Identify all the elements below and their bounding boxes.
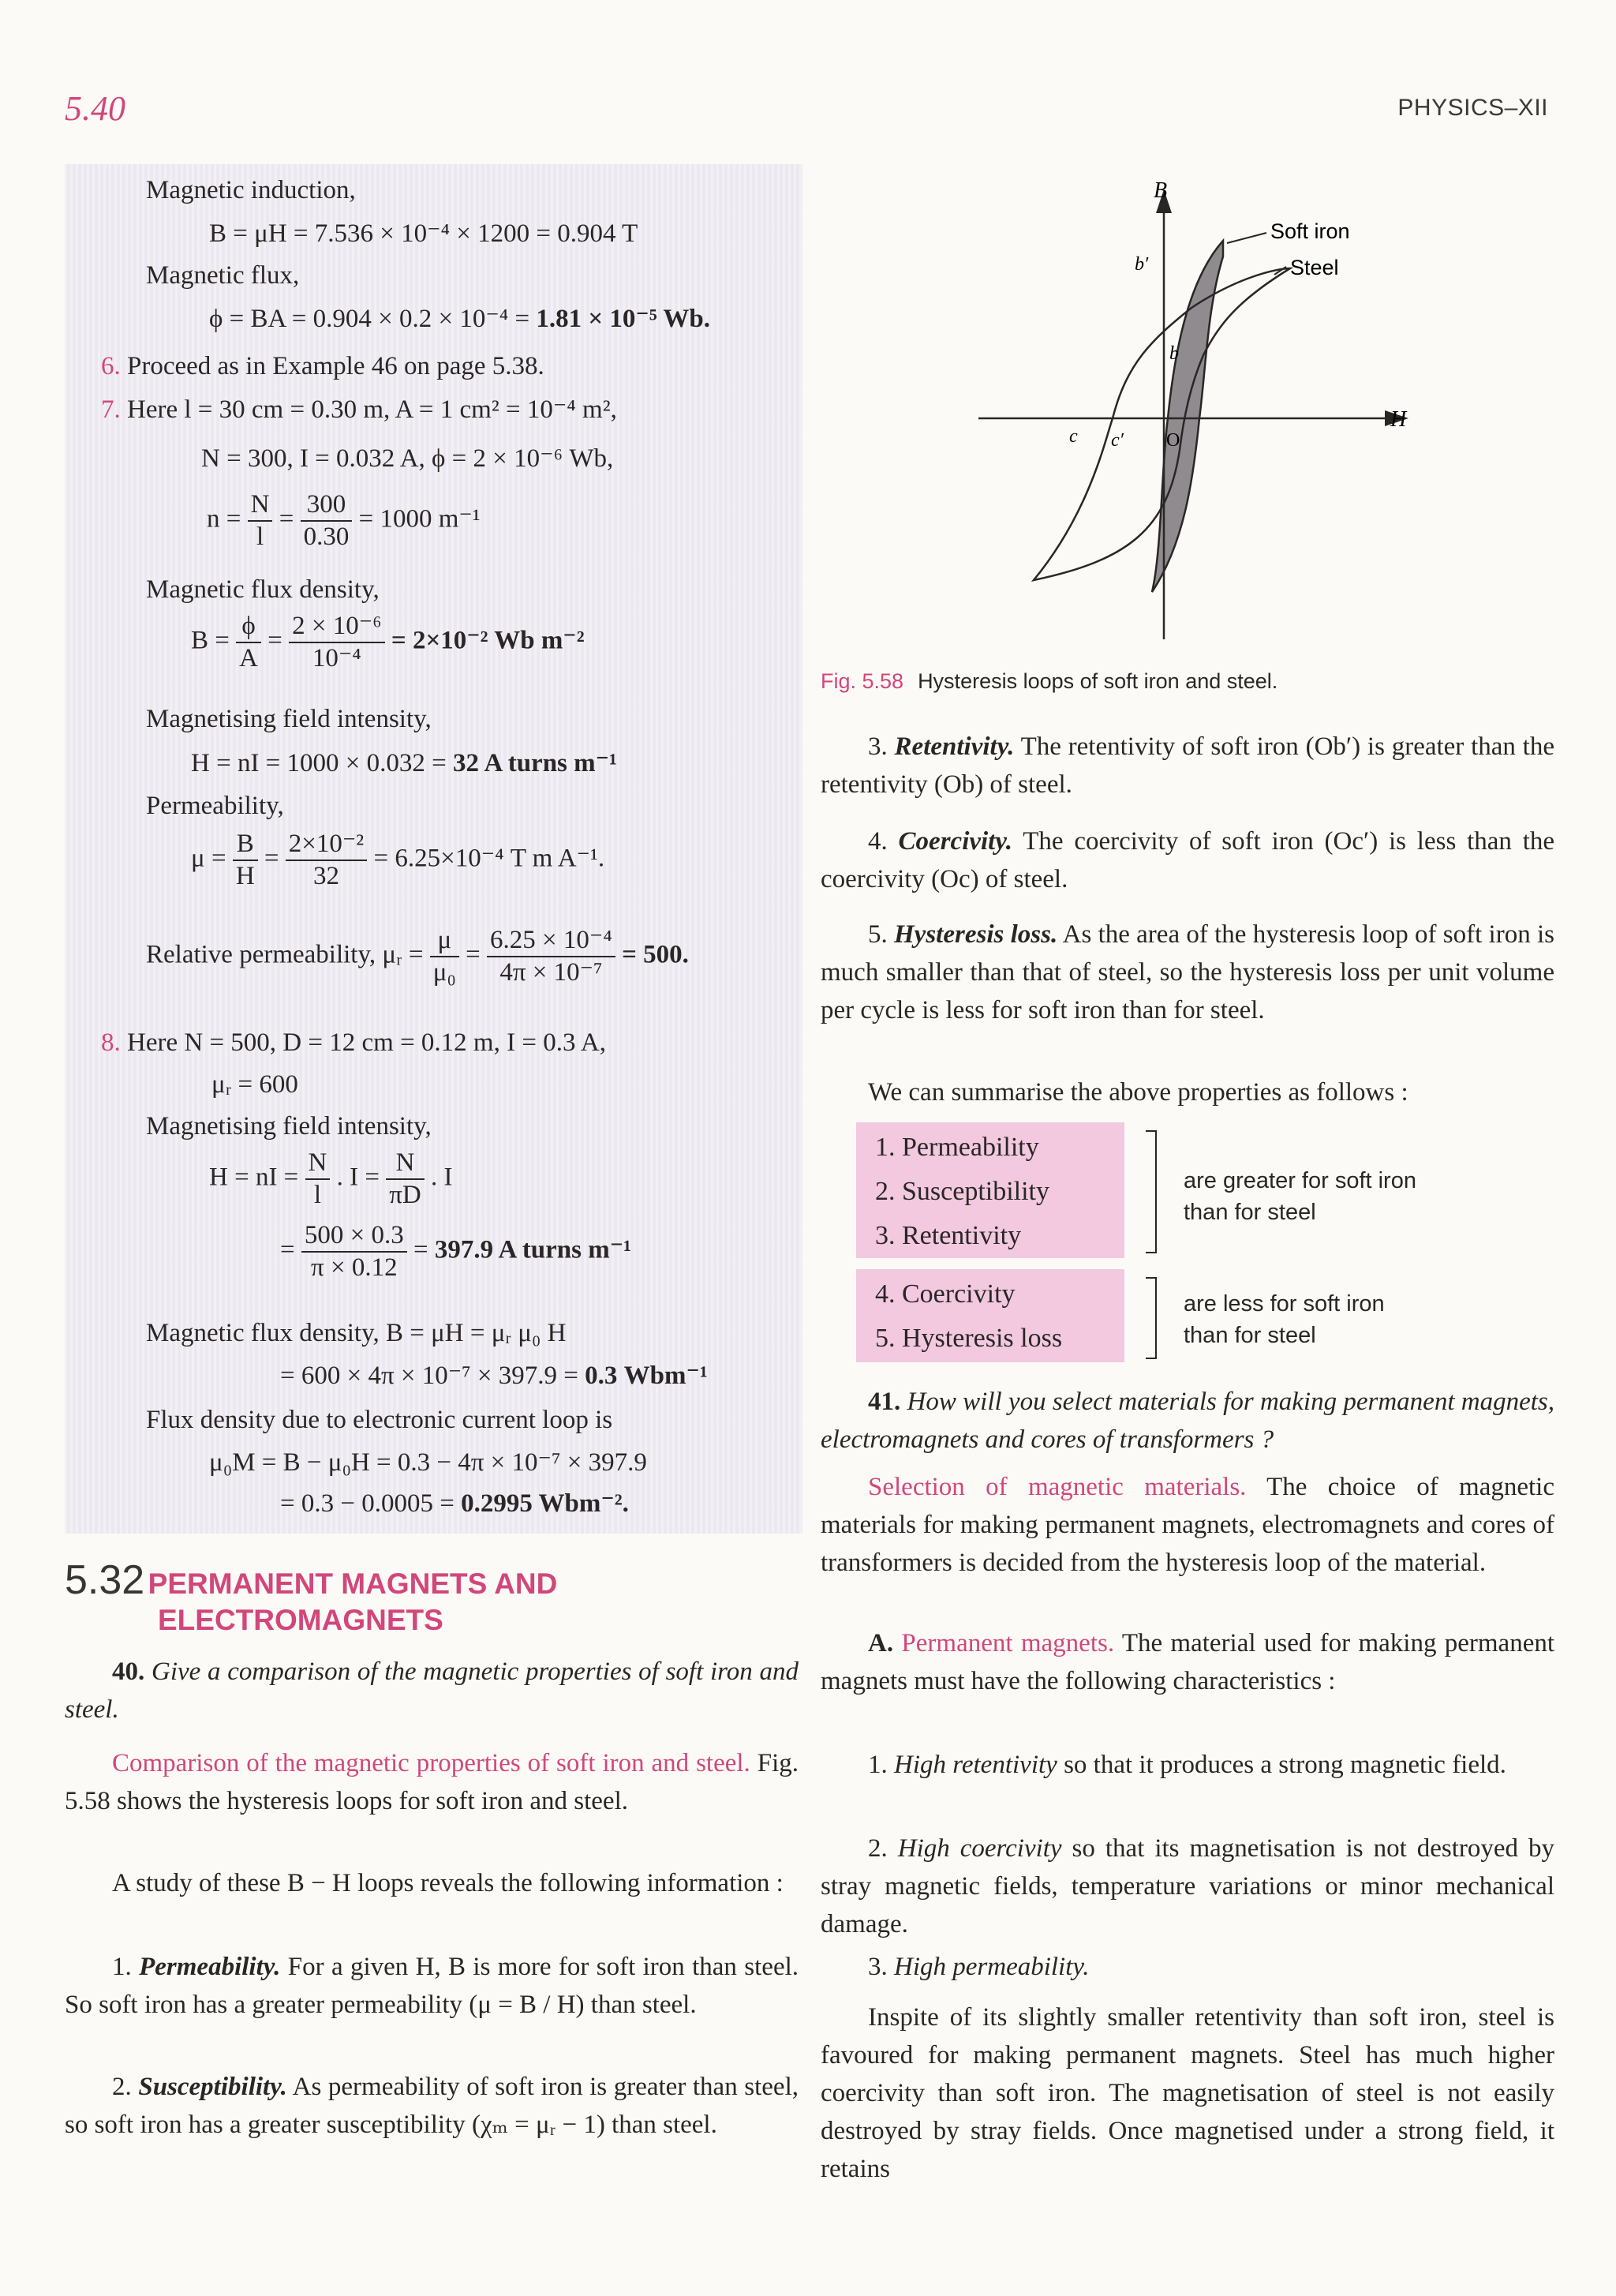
summary-item: 1. Permeability — [875, 1133, 1039, 1162]
soft-iron-loop — [1152, 241, 1223, 592]
property-coercivity: 4. Coercivity. The coercivity of soft iron (Oc′) is less than the coercivity (Oc) of steel. — [821, 827, 1555, 893]
property-permeability: 1. Permeability. For a given H, B is more for soft iron than steel. So soft iron has a greater permeability (μ = B / H) than steel. — [65, 1953, 799, 2019]
eq-B: B = $\frac{\phi}{A}$ = $\frac{\text{2 × 10⁻⁶}}{\text{10⁻⁴}}$ = 2×10⁻² Wb m⁻² — [191, 612, 585, 672]
solution-6: 6. Proceed as in Example 46 on page 5.38. — [101, 352, 544, 380]
s8-B-line1: Magnetic flux density, B = μH = μᵣ μ₀ H — [146, 1319, 567, 1347]
characteristic-1: 1. High retentivity so that it produces a strong magnetic field. — [868, 1751, 1506, 1779]
q40-question: 40. Give a comparison of the magnetic properties of soft iron and steel. — [65, 1657, 799, 1724]
label-soft-iron: Soft iron — [1270, 219, 1350, 243]
summary-item: 2. Susceptibility — [875, 1177, 1049, 1206]
summary-group2-box — [856, 1269, 1124, 1362]
permeability-label: Permeability, — [146, 792, 284, 820]
label-b: b — [1169, 343, 1179, 364]
section-heading — [65, 1556, 759, 1637]
summary-intro: We can summarise the above properties as follows : — [868, 1078, 1408, 1107]
eq-mur: Relative permeability, μᵣ = $\frac{\mu}{\text{μ₀}}$ = $\frac{\text{6.25 × 10⁻⁴}}{\text{4π × 10⁻⁷}}$ = 500. — [146, 926, 689, 987]
mag-flux-label: Magnetic flux, — [146, 261, 300, 290]
section-title-2: ELECTROMAGNETS — [158, 1604, 443, 1636]
solution-7-line1: 7. Here l = 30 cm = 0.30 m, A = 1 cm² = 10⁻⁴ m², — [101, 395, 617, 424]
q40-answer-intro: Comparison of the magnetic properties of soft iron and steel. Fig. 5.58 shows the hysteresis loops for soft iron and steel. — [65, 1749, 799, 1815]
s8-flux-line1: μ₀M = B − μ₀H = 0.3 − 4π × 10⁻⁷ × 397.9 — [209, 1448, 647, 1477]
summary-item: 3. Retentivity — [875, 1221, 1022, 1250]
label-b-prime: b′ — [1135, 254, 1149, 275]
label-origin: O — [1166, 430, 1180, 451]
property-retentivity: 3. Retentivity. The retentivity of soft iron (Ob′) is greater than the retentivity (Ob) of steel. — [821, 732, 1554, 799]
label-steel: Steel — [1290, 256, 1339, 279]
hysteresis-figure — [955, 182, 1412, 647]
section-number: 5.32 — [65, 1557, 145, 1603]
eq-mu: μ = $\frac{B}{H}$ = $\frac{\text{2×10⁻²}}{32}$ = 6.25×10⁻⁴ T m A⁻¹. — [191, 830, 605, 890]
summary-bracket-2 — [1146, 1277, 1157, 1359]
property-hysteresis-loss: 5. Hysteresis loss. As the area of the hysteresis loop of soft iron is much smaller than that of steel, so the hysteresis loss per unit volume per cycle is less for soft iron than for steel. — [821, 920, 1554, 1024]
summary-bracket-1 — [1146, 1130, 1157, 1253]
characteristic-3: 3. High permeability. — [868, 1953, 1090, 1981]
page-number: 5.40 — [65, 89, 125, 128]
s8-B-line2: = 600 × 4π × 10⁻⁷ × 397.9 = 0.3 Wbm⁻¹ — [280, 1361, 708, 1390]
eq-s8-H: H = nI = $\frac{N}{l}$ . I = $\frac{N}{\pi D}$ . I — [209, 1148, 453, 1209]
soft-iron-pointer — [1227, 233, 1266, 243]
s8-flux-line2: = 0.3 − 0.0005 = 0.2995 Wbm⁻². — [280, 1489, 629, 1518]
label-c: c — [1069, 426, 1078, 447]
flux-density-label: Magnetic flux density, — [146, 575, 380, 604]
summary-item: 5. Hysteresis loss — [875, 1324, 1063, 1353]
summary-note-1: are greater for soft iron than for steel — [1184, 1168, 1416, 1225]
characteristic-2: 2. High coercivity so that its magnetisation is not destroyed by stray magnetic fields, temperature variations or minor mechanical damage. — [821, 1834, 1555, 1938]
field-intensity-label: Magnetising field intensity, — [146, 705, 432, 733]
label-B: B — [1154, 182, 1168, 203]
solution-7-line2: N = 300, I = 0.032 A, ϕ = 2 × 10⁻⁶ Wb, — [201, 444, 614, 473]
summary-group1-box — [856, 1122, 1124, 1258]
solution-8-line1: 8. Here N = 500, D = 12 cm = 0.12 m, I = 0.3 A, — [101, 1028, 606, 1057]
section-title: PERMANENT MAGNETS AND — [148, 1567, 558, 1600]
mag-induction-label: Magnetic induction, — [146, 176, 356, 204]
solution-8-line2: μᵣ = 600 — [211, 1070, 298, 1099]
q40-study: A study of these B − H loops reveals the following information : — [112, 1869, 784, 1897]
eq-n: n = $\frac{N}{l}$ = $\frac{300}{0.30}$ = 1000 m⁻¹ — [207, 490, 481, 551]
q41-answer-intro: Selection of magnetic materials. The choice of magnetic materials for making permanent magnets, electromagnets and cores of transformers is decided from the hysteresis loop of the material. — [821, 1473, 1554, 1577]
mag-flux-eq: ϕ = BA = 0.904 × 0.2 × 10⁻⁴ = 1.81 × 10⁻⁵ Wb. — [209, 305, 710, 333]
label-c-prime: c′ — [1111, 430, 1124, 451]
label-H: H — [1390, 407, 1407, 432]
s8-field-label: Magnetising field intensity, — [146, 1112, 432, 1141]
mag-induction-eq: B = μH = 7.536 × 10⁻⁴ × 1200 = 0.904 T — [209, 219, 638, 248]
permanent-magnets-intro: A. Permanent magnets. The material used for making permanent magnets must have the following characteristics : — [821, 1629, 1555, 1695]
q41-question: 41. How will you select materials for making permanent magnets, electromagnets and cores of transformers ? — [821, 1388, 1555, 1454]
summary-item: 4. Coercivity — [875, 1279, 1016, 1309]
steel-paragraph: Inspite of its slightly smaller retentivity than soft iron, steel is favoured for making permanent magnets. Steel has much higher coercivity than soft iron. The magnetisation of steel is not easily destroyed by stray fields. Once magnetised under a strong field, it retains — [821, 2003, 1554, 2183]
s8-flux-label: Flux density due to electronic current loop is — [146, 1406, 613, 1434]
eq-H: H = nI = 1000 × 0.032 = 32 A turns m⁻¹ — [191, 749, 617, 777]
property-susceptibility: 2. Susceptibility. As permeability of soft iron is greater than steel, so soft iron has a greater susceptibility (χₘ = μᵣ − 1) than steel. — [65, 2073, 799, 2139]
running-head: PHYSICS–XII — [1397, 95, 1548, 121]
eq-s8-H2: = $\frac{500 \times 0.3}{\pi \times 0.12}$ = 397.9 A turns m⁻¹ — [280, 1221, 632, 1282]
figure-caption: Fig. 5.58 Hysteresis loops of soft iron and steel. — [821, 669, 1278, 693]
summary-note-2: are less for soft iron than for steel — [1184, 1291, 1385, 1348]
